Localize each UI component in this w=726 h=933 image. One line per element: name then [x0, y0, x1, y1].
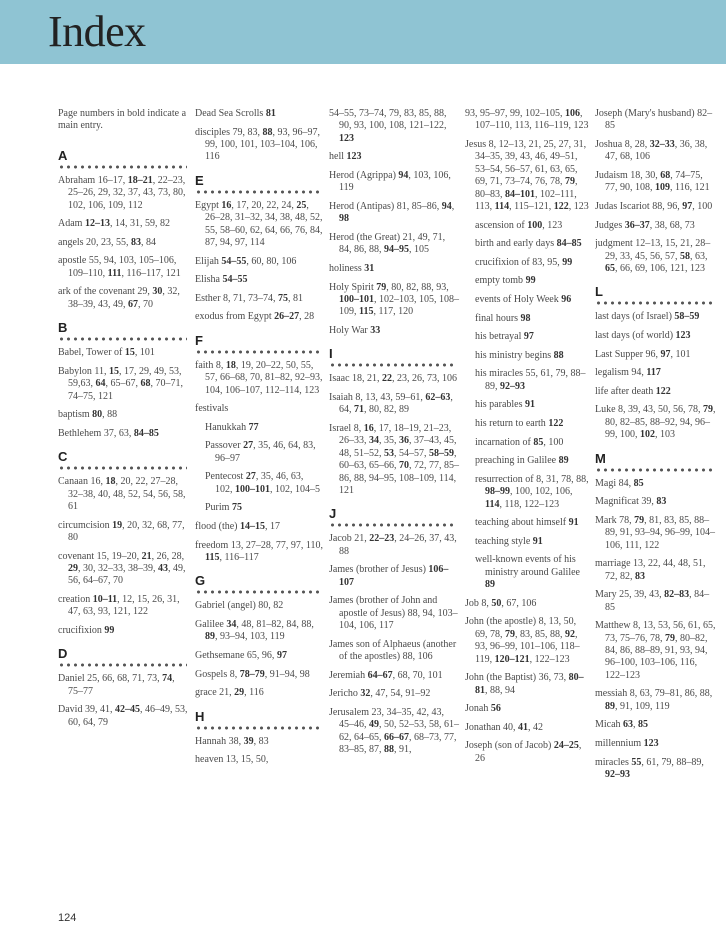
index-subentry: his parables 91	[475, 399, 535, 411]
index-entry: Jericho 32, 47, 54, 91–92	[329, 688, 431, 700]
index-entry: legalism 94, 117	[595, 367, 661, 379]
index-entry: Isaiah 8, 13, 43, 59–61, 62–63, 64, 71, 80, 82, 89	[329, 392, 453, 416]
index-entry: Galilee 34, 48, 81–82, 84, 88, 89, 93–94, 103, 119	[195, 619, 314, 643]
index-entry: grace 21, 29, 116	[195, 687, 264, 699]
index-entry: Isaac 18, 21, 22, 23, 26, 73, 106	[329, 373, 458, 385]
index-subentry: resurrection of 8, 31, 78, 88, 98–99, 100, 102, 106, 114, 118, 122–123	[475, 473, 589, 510]
index-entry: life after death 122	[595, 385, 671, 397]
index-entry: James son of Alphaeus (another of the apostles) 88, 106	[329, 638, 457, 663]
index-entry: Jacob 21, 22–23, 24–26, 37, 43, 88	[329, 533, 457, 557]
section-letter-l: L	[595, 284, 603, 300]
index-subentry: his return to earth 122	[475, 417, 564, 429]
index-subentry: ascension of 100, 123	[475, 219, 563, 231]
index-subentry: incarnation of 85, 100	[475, 436, 564, 448]
index-entry: Gethsemane 65, 96, 97	[195, 650, 287, 661]
index-entry: Judaism 18, 30, 68, 74–75, 77, 90, 108, 109, 116, 121	[595, 170, 710, 194]
index-entry: Joseph (son of Jacob) 24–25, 26	[465, 740, 582, 764]
index-entry: Jonah 56	[465, 703, 501, 715]
index-entry: Adam 12–13, 14, 31, 59, 82	[58, 218, 170, 230]
index-entry: Hannah 38, 39, 83	[195, 735, 269, 747]
index-entry: Herod (the Great) 21, 49, 71, 84, 86, 88, 94–95, 105	[329, 232, 446, 256]
section-divider	[195, 590, 321, 594]
index-entry: holiness 31	[329, 263, 375, 274]
index-subentry: teaching about himself 91	[475, 517, 579, 529]
index-entry: miracles 55, 61, 79, 88–89, 92–93	[595, 756, 704, 780]
index-entry: 93, 95–97, 99, 102–105, 106, 107–110, 113, 116–119, 123	[465, 108, 589, 132]
section-divider	[329, 523, 457, 527]
section-divider	[329, 363, 457, 367]
index-entry: angels 20, 23, 55, 83, 84	[58, 236, 157, 248]
section-letter-h: H	[195, 708, 205, 724]
section-divider	[58, 663, 187, 667]
index-subentry: Passover 27, 35, 46, 64, 83, 96–97	[205, 440, 316, 464]
index-entry: Dead Sea Scrolls 81	[195, 108, 276, 119]
index-entry: John (the Baptist) 36, 73, 80–81, 88, 94	[465, 672, 584, 696]
index-entry: covenant 15, 19–20, 21, 26, 28, 29, 30, 32–33, 38–39, 43, 49, 56, 64–67, 70	[58, 550, 186, 587]
index-entry: Judges 36–37, 38, 68, 73	[595, 219, 695, 231]
index-entry: Herod (Antipas) 81, 85–86, 94, 98	[329, 201, 455, 225]
index-entry: Abraham 16–17, 18–21, 22–23, 25–26, 29, 32, 37, 43, 73, 80, 102, 106, 109, 112	[58, 174, 186, 211]
section-letter-m: M	[595, 450, 606, 466]
index-subentry: Hanukkah 77	[205, 421, 259, 433]
section-letter-c: C	[58, 449, 68, 465]
index-columns	[58, 108, 726, 908]
section-letter-e: E	[195, 172, 204, 188]
section-letter-g: G	[195, 573, 206, 589]
index-entry: circumcision 19, 20, 32, 68, 77, 80	[58, 519, 185, 544]
index-column-2	[195, 108, 329, 908]
index-entry: creation 10–11, 12, 15, 26, 31, 47, 63, 93, 121, 122	[58, 594, 180, 618]
index-subentry: Pentecost 27, 35, 46, 63, 102, 100–101, 102, 104–5	[205, 471, 320, 495]
index-entry: last days (of world) 123	[595, 330, 691, 341]
page-number: 124	[58, 912, 77, 924]
index-subentry: teaching style 91	[475, 535, 543, 547]
index-entry: James (brother of John and apostle of Jesus) 88, 94, 103–104, 106, 117	[329, 595, 458, 632]
index-subentry: his ministry begins 88	[475, 349, 564, 361]
index-entry: disciples 79, 83, 88, 93, 96–97, 99, 100, 101, 103–104, 106, 116	[195, 126, 320, 163]
section-divider	[58, 466, 187, 470]
section-letter-a: A	[58, 147, 68, 163]
index-entry: faith 8, 18, 19, 20–22, 50, 55, 57, 66–68, 70, 81–82, 92–93, 104, 106–107, 112–114, 123	[195, 359, 323, 396]
section-divider	[595, 301, 715, 305]
section-letter-j: J	[329, 506, 337, 522]
index-column-3	[329, 108, 465, 908]
index-entry: Last Supper 96, 97, 101	[595, 348, 691, 360]
index-entry: freedom 13, 27–28, 77, 97, 110, 115, 116–117	[195, 539, 323, 563]
title-banner	[0, 0, 726, 64]
index-entry: judgment 12–13, 15, 21, 28–29, 33, 45, 56, 57, 58, 63, 65, 66, 69, 106, 121, 123	[595, 238, 711, 274]
index-entry: Daniel 25, 66, 68, 71, 73, 74, 75–77	[58, 673, 175, 697]
index-entry: Esther 8, 71, 73–74, 75, 81	[195, 292, 304, 304]
index-entry: Mary 25, 39, 43, 82–83, 84–85	[595, 589, 710, 613]
index-entry: John (the apostle) 8, 13, 50, 69, 78, 79, 83, 85, 88, 92, 93, 96–99, 101–106, 118–119, 120–121, 122–123	[465, 616, 580, 665]
section-divider	[195, 350, 321, 354]
index-entry: David 39, 41, 42–45, 46–49, 53, 60, 64, 79	[58, 704, 188, 728]
index-subentry: empty tomb 99	[475, 275, 536, 287]
index-entry: millennium 123	[595, 738, 659, 749]
section-letter-b: B	[58, 320, 68, 336]
index-entry: Luke 8, 39, 43, 50, 56, 78, 79, 80, 82–85, 88–92, 94, 96–99, 100, 102, 103	[595, 404, 716, 441]
index-entry: 54–55, 73–74, 79, 83, 85, 88, 90, 93, 100, 108, 121–122, 123	[329, 108, 447, 144]
index-entry: Bethlehem 37, 63, 84–85	[58, 427, 159, 439]
section-divider	[58, 337, 187, 341]
index-subentry: preaching in Galilee 89	[475, 455, 569, 467]
index-entry: ark of the covenant 29, 30, 32, 38–39, 43, 49, 67, 70	[58, 286, 180, 310]
index-subentry: final hours 98	[475, 312, 531, 324]
index-entry: Canaan 16, 18, 20, 22, 27–28, 32–38, 40, 48, 52, 54, 56, 58, 61	[58, 476, 186, 513]
section-letter-i: I	[329, 346, 333, 362]
index-subentry: his betrayal 97	[475, 331, 534, 343]
index-entry: Holy War 33	[329, 325, 381, 336]
index-column-1	[58, 108, 195, 908]
index-subentry: birth and early days 84–85	[475, 238, 582, 250]
index-entry: Babel, Tower of 15, 101	[58, 347, 155, 359]
index-entry: Judas Iscariot 88, 96, 97, 100	[595, 201, 713, 212]
index-entry: last days (of Israel) 58–59	[595, 311, 700, 323]
index-entry: baptism 80, 88	[58, 409, 118, 421]
section-letter-f: F	[195, 332, 203, 348]
index-entry: marriage 13, 22, 44, 48, 51, 72, 82, 83	[595, 558, 706, 582]
index-entry: Israel 8, 16, 17, 18–19, 21–23, 26–33, 34, 35, 36, 37–43, 45, 48, 51–52, 53, 54–57, 58–59, 60–63, 65–66, 70, 72, 77, 85–86, 88, 94–95, 108–109, 114, 121	[329, 423, 459, 497]
section-divider	[595, 468, 715, 472]
index-entry: Jesus 8, 12–13, 21, 25, 27, 31, 34–35, 39, 43, 46, 49–51, 53–54, 56–57, 61, 63, 65, 69, 71, 73–74, 76, 78, 79, 80–83, 84–101, 102–111, 113, 114, 115–121, 122, 123	[465, 139, 589, 213]
index-entry: Jerusalem 23, 34–35, 42, 43, 45–46, 49, 50, 52–53, 58, 61–62, 64–65, 66–67, 68–73, 77, 83–85, 87, 88, 91,	[329, 707, 459, 756]
index-subentry: his miracles 55, 61, 79, 88–89, 92–93	[475, 368, 586, 392]
index-entry: hell 123	[329, 151, 362, 163]
index-entry: Gabriel (angel) 80, 82	[195, 600, 284, 612]
index-entry: Jonathan 40, 41, 42	[465, 721, 544, 733]
section-divider	[58, 165, 187, 169]
index-entry: exodus from Egypt 26–27, 28	[195, 311, 315, 323]
index-entry: James (brother of Jesus) 106–107	[329, 564, 449, 588]
index-subentry: Purim 75	[205, 502, 242, 514]
index-entry: Matthew 8, 13, 53, 56, 61, 65, 73, 75–76, 78, 79, 80–82, 84, 86, 88–89, 91, 93, 94, 96–100, 103–106, 116, 122–123	[595, 620, 716, 681]
index-subentry: events of Holy Week 96	[475, 294, 572, 305]
index-entry: crucifixion 99	[58, 625, 115, 637]
index-entry: apostle 55, 94, 103, 105–106, 109–110, 111, 116–117, 121	[58, 255, 181, 279]
index-entry: flood (the) 14–15, 17	[195, 521, 280, 532]
index-column-4	[465, 108, 595, 908]
index-entry: Joshua 8, 28, 32–33, 36, 38, 47, 68, 106	[595, 139, 708, 163]
index-entry: Job 8, 50, 67, 106	[465, 597, 537, 609]
index-entry: Mark 78, 79, 81, 83, 85, 88–89, 91, 93–94, 96–99, 104–106, 111, 122	[595, 514, 715, 551]
index-entry: messiah 8, 63, 79–81, 86, 88, 89, 91, 109, 119	[595, 688, 713, 712]
index-entry: Magnificat 39, 83	[595, 496, 667, 508]
index-entry: Micah 63, 85	[595, 719, 649, 731]
section-divider	[195, 726, 321, 730]
index-entry: Magi 84, 85	[595, 477, 644, 489]
index-entry: Herod (Agrippa) 94, 103, 106, 119	[329, 170, 451, 194]
index-entry: Elijah 54–55, 60, 80, 106	[195, 255, 297, 267]
index-subentry: crucifixion of 83, 95, 99	[475, 256, 573, 268]
index-entry: Gospels 8, 78–79, 91–94, 98	[195, 668, 310, 680]
section-divider	[195, 190, 321, 194]
index-entry: Egypt 16, 17, 20, 22, 24, 25, 26–28, 31–32, 34, 38, 48, 52, 55, 58–60, 62, 64, 66, 76, 84, 87, 94, 97, 114	[195, 199, 323, 249]
index-entry: Jeremiah 64–67, 68, 70, 101	[329, 669, 443, 681]
index-entry: Joseph (Mary's husband) 82–85	[595, 108, 713, 132]
index-entry: Elisha 54–55	[195, 274, 248, 286]
index-entry: festivals	[195, 403, 229, 415]
intro-note: Page numbers in bold indicate a main entry.	[58, 108, 187, 132]
index-entry: Holy Spirit 79, 80, 82, 88, 93, 100–101, 102–103, 105, 108–109, 115, 117, 120	[329, 281, 459, 318]
page-title: Index	[48, 7, 146, 56]
index-column-5	[595, 108, 723, 908]
index-subentry: well-known events of his ministry around Galilee 89	[475, 554, 580, 591]
index-entry: Babylon 11, 15, 17, 29, 49, 53, 59,63, 64, 65–67, 68, 70–71, 74–75, 121	[58, 365, 183, 402]
section-letter-d: D	[58, 646, 68, 662]
index-entry: heaven 13, 15, 50,	[195, 754, 269, 766]
